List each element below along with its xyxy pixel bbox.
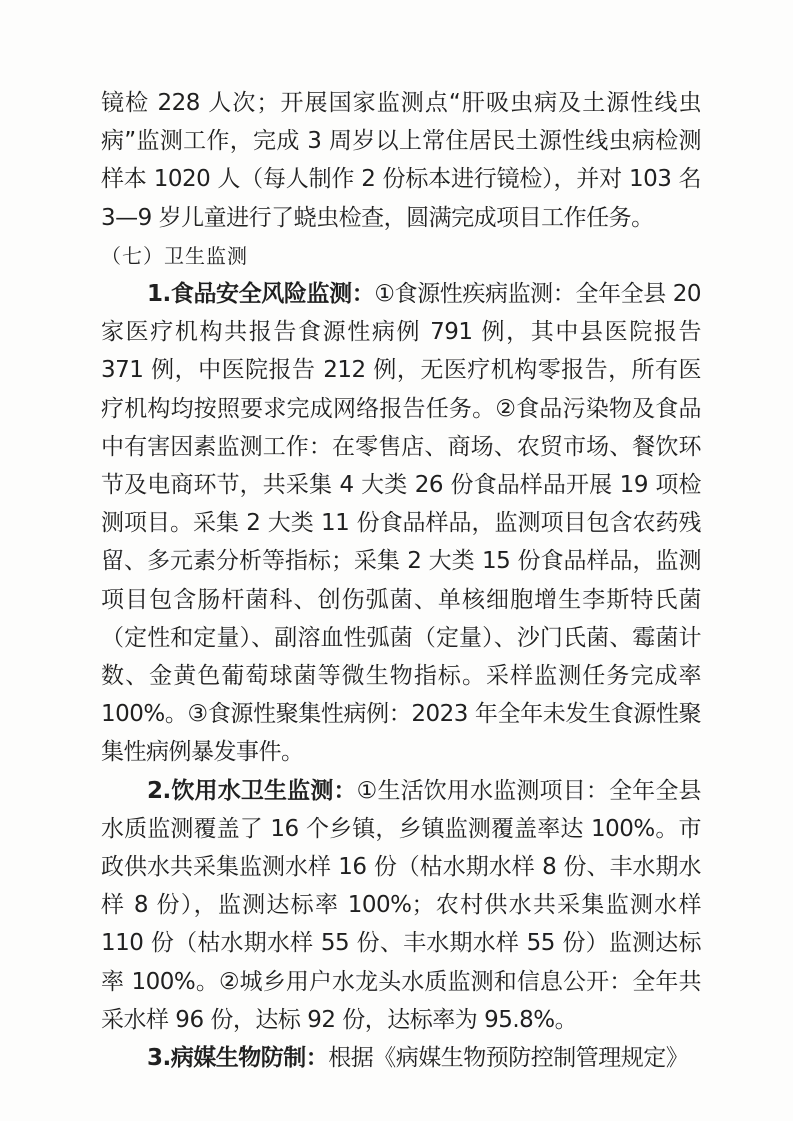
paragraph-food-safety <box>101 275 701 772</box>
section-heading: （七）卫生监测 <box>101 243 248 268</box>
document-body <box>101 84 701 1077</box>
paragraph-intro: 镜检 228 人次；开展国家监测点“肝吸虫病及土源性线虫病”监测工作，完成 3 周岁以上常住居民土源性线虫病检测样本 1020 人（每人制作 2 份标本进行镜检），并对 103 名 3—9 岁儿童进行了蛲虫检查，圆满完成项目工作任务。 <box>101 90 701 231</box>
item-body-food-safety: ①食源性疾病监测：全年全县 20 家医疗机构共报告食源性病例 791 例，其中县医院报告 371 例，中医院报告 212 例，无医疗机构零报告，所有医疗机构均按照要求完成网络报告任务。②食品污染物及食品中有害因素监测工作：在零售店、商场、农贸市场、餐饮环节及电商环节，共采集 4 大类 26 份食品样品开展 19 项检测项目。采集 2 大类 11 份食品样品，监测项目包含农药残留、多元素分析等指标；采集 2 大类 15 份食品样品，监测项目包含肠杆菌科、创伤弧菌、单核细胞增生李斯特氏菌（定性和定量）、副溶血性弧菌（定量）、沙门氏菌、霉菌计数、金黄色葡萄球菌等微生物指标。采样监测任务完成率 100%。③食源性聚集性病例：2023 年全年未发生食源性聚集性病例暴发事件。 <box>101 281 701 766</box>
paragraph-vector-control <box>101 1039 701 1077</box>
paragraph-drinking-water <box>101 772 701 1039</box>
item-body-vector-control: 根据《病媒生物预防控制管理规定》 <box>328 1045 689 1072</box>
item-title-vector-control: 3.病媒生物防制： <box>147 1045 329 1072</box>
item-title-drinking-water: 2.饮用水卫生监测： <box>147 777 357 804</box>
item-title-food-safety: 1.食品安全风险监测： <box>147 281 375 308</box>
item-body-drinking-water: ①生活饮用水监测项目：全年全县水质监测覆盖了 16 个乡镇，乡镇监测覆盖率达 100%。市政供水共采集监测水样 16 份（枯水期水样 8 份、丰水期水样 8 份），监测达标率 100%；农村供水共采集监测水样 110 份（枯水期水样 55 份、丰水期水样 55 份）监测达标率 100%。②城乡用户水龙头水质监测和信息公开：全年共采水样 96 份，达标 92 份，达标率为 95.8%。 <box>101 777 701 1033</box>
